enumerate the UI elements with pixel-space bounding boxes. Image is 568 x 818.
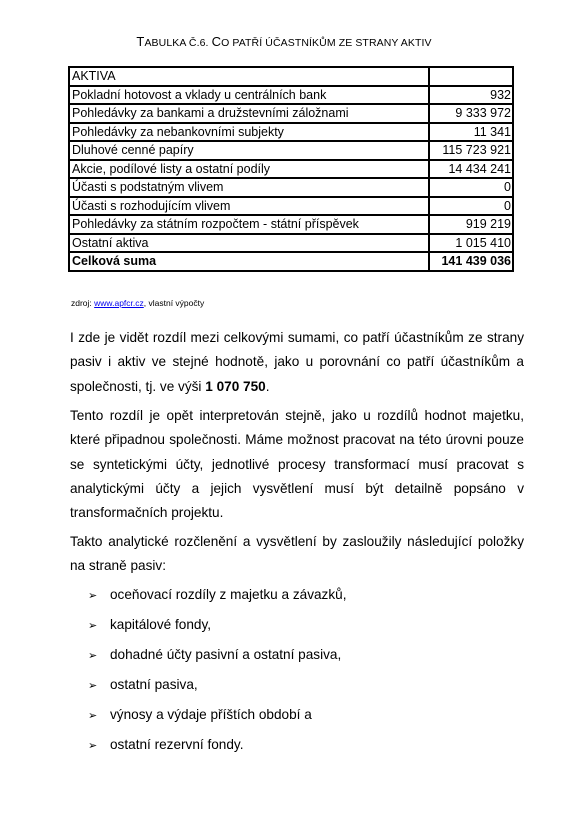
row-label: Účasti s rozhodujícím vlivem — [69, 197, 429, 216]
source-link[interactable]: www.apfcr.cz — [94, 298, 144, 308]
table-row — [69, 197, 513, 216]
total-label: Celková suma — [69, 252, 429, 271]
paragraph-1-text: I zde je vidět rozdíl mezi celkovými sumami, co patří účastníkům ze strany pasiv i aktiv ve stejné hodnotě, jako u porovnání co patří účastníkům a společnosti, tj. ve výši — [70, 330, 524, 394]
difference-amount: 1 070 750 — [205, 378, 266, 394]
caption-label: ABULKA Č.6. — [144, 37, 212, 49]
caption-title-initial: C — [211, 34, 222, 49]
row-value: 1 015 410 — [429, 234, 513, 253]
table-row — [69, 234, 513, 253]
list-item — [88, 640, 347, 670]
source-prefix: zdroj: — [71, 298, 95, 308]
row-label: Pokladní hotovost a vklady u centrálních bank — [69, 86, 429, 105]
liabilities-list — [88, 580, 347, 760]
list-item-text: výnosy a výdaje příštích období a — [110, 707, 312, 722]
source-suffix: , vlastní výpočty — [143, 298, 205, 308]
arrow-bullet-icon: ➢ — [88, 740, 98, 752]
list-item — [88, 730, 347, 760]
table-row — [69, 104, 513, 123]
list-item — [88, 610, 347, 640]
arrow-bullet-icon: ➢ — [88, 650, 98, 662]
row-label: Dluhové cenné papíry — [69, 141, 429, 160]
total-value: 141 439 036 — [429, 252, 513, 271]
table-caption — [0, 34, 568, 49]
table-header-value — [429, 67, 513, 86]
row-label: Akcie, podílové listy a ostatní podíly — [69, 160, 429, 179]
table-header-row — [69, 67, 513, 86]
caption-initial: T — [136, 34, 145, 49]
row-label: Pohledávky za bankami a družstevními záložnami — [69, 104, 429, 123]
row-value: 11 341 — [429, 123, 513, 142]
paragraph-1 — [70, 326, 524, 399]
row-label: Pohledávky za státním rozpočtem - státní příspěvek — [69, 215, 429, 234]
list-item — [88, 700, 347, 730]
row-value: 14 434 241 — [429, 160, 513, 179]
list-item-text: dohadné účty pasivní a ostatní pasiva, — [110, 647, 342, 662]
table-total-row — [69, 252, 513, 271]
table-row — [69, 178, 513, 197]
list-item-text: ostatní rezervní fondy. — [110, 737, 244, 752]
row-value: 0 — [429, 178, 513, 197]
arrow-bullet-icon: ➢ — [88, 680, 98, 692]
table-header: AKTIVA — [69, 67, 429, 86]
table-row — [69, 123, 513, 142]
list-item — [88, 670, 347, 700]
row-value: 919 219 — [429, 215, 513, 234]
paragraph-1-end: . — [265, 378, 270, 394]
row-label: Ostatní aktiva — [69, 234, 429, 253]
row-value: 0 — [429, 197, 513, 216]
list-item — [88, 580, 347, 610]
table-row — [69, 141, 513, 160]
paragraph-3: Takto analytické rozčlenění a vysvětlení by zasloužily následující položky na straně pasiv: — [70, 534, 524, 574]
row-value: 932 — [429, 86, 513, 105]
row-value: 115 723 921 — [429, 141, 513, 160]
arrow-bullet-icon: ➢ — [88, 620, 98, 632]
table-row — [69, 215, 513, 234]
list-item-text: oceňovací rozdíly z majetku a závazků, — [110, 587, 347, 602]
table-row — [69, 160, 513, 179]
arrow-bullet-icon: ➢ — [88, 590, 98, 602]
paragraph-2: Tento rozdíl je opět interpretován stejně, jako u rozdílů hodnot majetku, které připadnou společnosti. Máme možnost pracovat na této úrovni pouze se syntetickými účty, jednotlivé procesy transformací musí pracovat s analytickými účty a jejich vysvětlení musí být detailně popsáno v transformačních projektu. — [70, 408, 524, 521]
table-row — [69, 86, 513, 105]
row-label: Účasti s podstatným vlivem — [69, 178, 429, 197]
table-source — [71, 298, 204, 308]
list-item-text: kapitálové fondy, — [110, 617, 212, 632]
row-label: Pohledávky za nebankovními subjekty — [69, 123, 429, 142]
arrow-bullet-icon: ➢ — [88, 710, 98, 722]
caption-title: O PATŘÍ ÚČASTNÍKŮM ZE STRANY AKTIV — [221, 37, 432, 49]
assets-table — [68, 66, 514, 272]
list-item-text: ostatní pasiva, — [110, 677, 198, 692]
row-value: 9 333 972 — [429, 104, 513, 123]
